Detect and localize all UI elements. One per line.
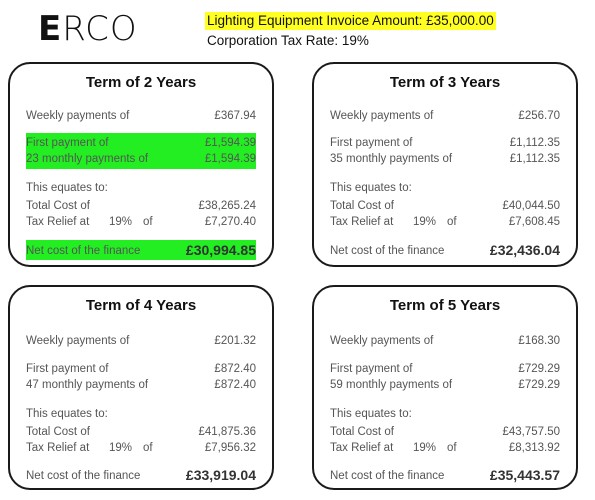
term-card-2-years <box>8 62 274 267</box>
term-title: Term of 5 Years <box>389 297 501 314</box>
equates-row: This equates to: <box>26 182 108 194</box>
equates-row: This equates to: <box>330 182 412 194</box>
total-row: Total Cost of £38,265.24 <box>26 200 256 212</box>
total-row: Total Cost of £41,875.36 <box>26 426 256 438</box>
term-card-5-years <box>312 285 578 490</box>
term-card-4-years <box>8 285 274 490</box>
erco-logo: ERCO <box>38 9 138 49</box>
equates-row: This equates to: <box>330 408 412 420</box>
weekly-row: Weekly payments of £201.32 <box>26 335 256 347</box>
net-cost-row: Net cost of the finance £35,443.57 <box>330 467 560 483</box>
tax-relief-row: Tax Relief at 19% of £7,608.45 <box>330 216 560 228</box>
first-payment-row: First payment of £1,594.39 <box>26 137 256 149</box>
total-row: Total Cost of £40,044.50 <box>330 200 560 212</box>
monthly-row: 35 monthly payments of £1,112.35 <box>330 153 560 165</box>
total-row: Total Cost of £43,757.50 <box>330 426 560 438</box>
weekly-row: Weekly payments of £256.70 <box>330 110 560 122</box>
monthly-row: 47 monthly payments of £872.40 <box>26 379 256 391</box>
first-payment-row: First payment of £729.29 <box>330 363 560 375</box>
net-cost-row: Net cost of the finance £30,994.85 <box>26 242 256 258</box>
tax-relief-row: Tax Relief at 19% of £7,270.40 <box>26 216 256 228</box>
first-payment-row: First payment of £872.40 <box>26 363 256 375</box>
equates-row: This equates to: <box>26 408 108 420</box>
first-payment-row: First payment of £1,112.35 <box>330 137 560 149</box>
monthly-row: 59 monthly payments of £729.29 <box>330 379 560 391</box>
term-title: Term of 4 Years <box>85 297 197 314</box>
term-title: Term of 2 Years <box>85 74 197 91</box>
tax-relief-row: Tax Relief at 19% of £7,956.32 <box>26 442 256 454</box>
tax-relief-row: Tax Relief at 19% of £8,313.92 <box>330 442 560 454</box>
net-cost-row: Net cost of the finance £33,919.04 <box>26 467 256 483</box>
weekly-row: Weekly payments of £168.30 <box>330 335 560 347</box>
invoice-amount: Lighting Equipment Invoice Amount: £35,000.00 <box>207 13 494 28</box>
tax-rate: Corporation Tax Rate: 19% <box>207 33 369 48</box>
weekly-row: Weekly payments of £367.94 <box>26 110 256 122</box>
term-card-3-years <box>312 62 578 267</box>
monthly-row: 23 monthly payments of £1,594.39 <box>26 153 256 165</box>
net-cost-row: Net cost of the finance £32,436.04 <box>330 242 560 258</box>
term-title: Term of 3 Years <box>389 74 501 91</box>
